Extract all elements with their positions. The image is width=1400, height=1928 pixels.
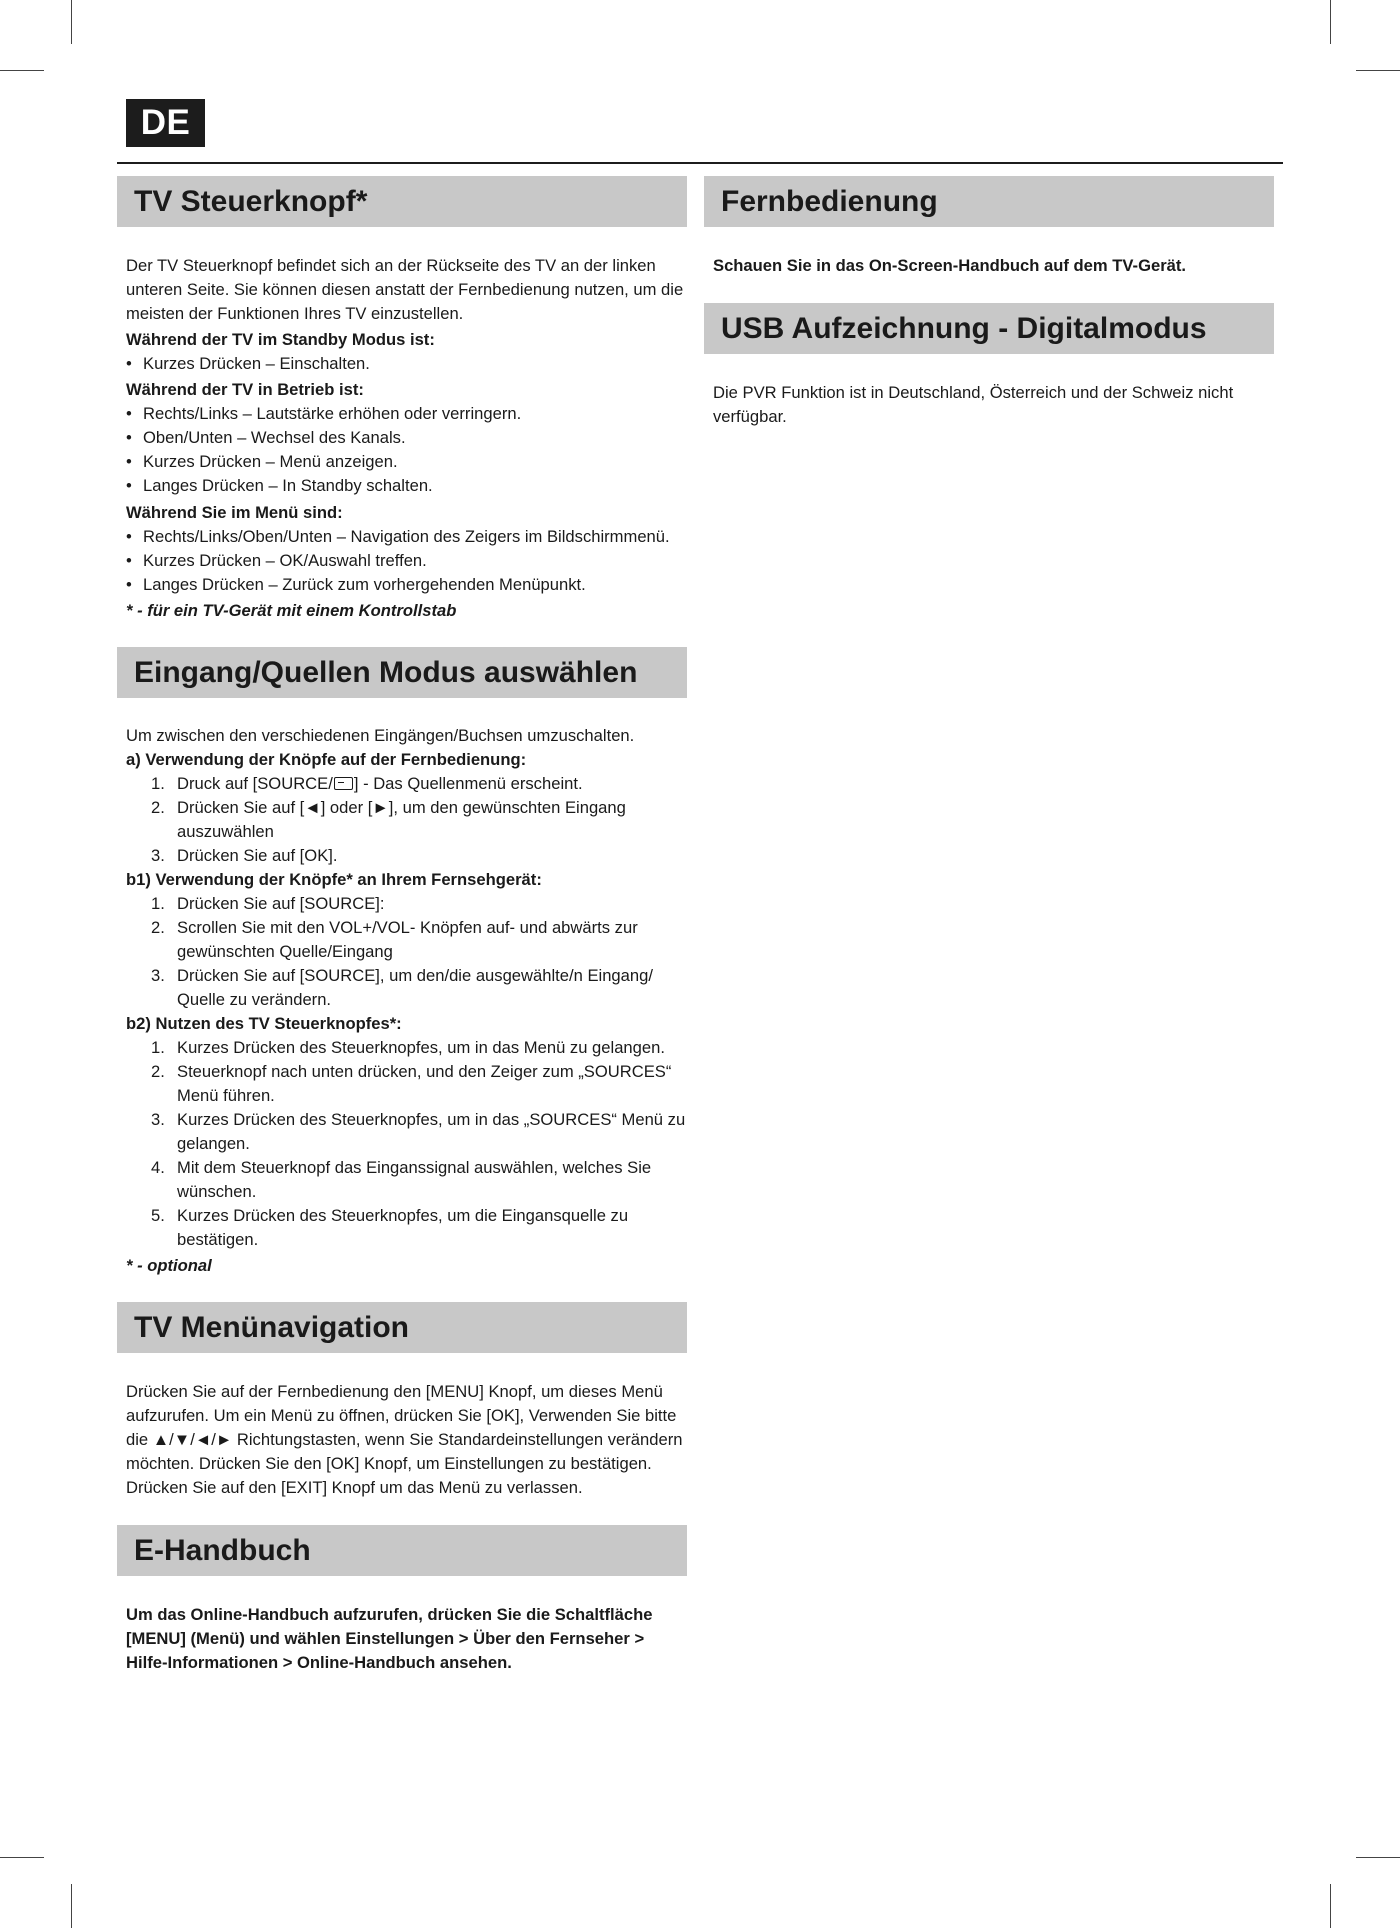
list-item: • Rechts/Links – Lautstärke erhöhen oder verringern. xyxy=(126,402,687,426)
list-item: 2. Steuerknopf nach unten drücken, und den Zeiger zum „SOURCES“ Menü führen. xyxy=(151,1062,672,1105)
bullet-list xyxy=(126,352,687,376)
section-fernbedienung xyxy=(704,176,1274,278)
list-item: 3. Drücken Sie auf [SOURCE], um den/die ausgewählte/n Eingang/ Quelle zu verändern. xyxy=(151,966,653,1009)
list-item: • Rechts/Links/Oben/Unten – Navigation des Zeigers im Bildschirmmenü. xyxy=(126,525,687,549)
section-title: Fernbedienung xyxy=(704,176,1274,227)
subheading: Während der TV im Standby Modus ist: xyxy=(126,330,435,349)
list-item: 1. Druck auf [SOURCE/ ] - Das Quellenmenü erscheint. xyxy=(151,774,583,793)
subheading: b2) Nutzen des TV Steuerknopfes*: xyxy=(126,1014,402,1033)
list-item: • Kurzes Drücken – Einschalten. xyxy=(126,352,687,376)
crop-mark xyxy=(1330,1884,1331,1928)
crop-mark xyxy=(71,1884,72,1928)
numbered-list xyxy=(126,892,687,1012)
list-item: 3. Kurzes Drücken des Steuerknopfes, um in das „SOURCES“ Menü zu gelangen. xyxy=(151,1110,686,1153)
subheading: a) Verwendung der Knöpfe auf der Fernbedienung: xyxy=(126,750,527,769)
section-title: Eingang/Quellen Modus auswählen xyxy=(117,647,687,698)
list-item: 2. Scrollen Sie mit den VOL+/VOL- Knöpfen auf- und abwärts zur gewünschten Quelle/Eingang xyxy=(151,918,638,961)
numbered-list xyxy=(126,1036,687,1252)
language-badge: DE xyxy=(126,99,205,147)
subheading: Während der TV in Betrieb ist: xyxy=(126,380,364,399)
section-menunavigation xyxy=(117,1302,687,1500)
section-title: E-Handbuch xyxy=(117,1525,687,1576)
section-usb xyxy=(704,303,1274,429)
list-item: • Langes Drücken – Zurück zum vorhergehenden Menüpunkt. xyxy=(126,573,687,597)
section-title: USB Aufzeichnung - Digitalmodus xyxy=(704,303,1274,354)
crop-mark xyxy=(1356,1857,1400,1858)
list-item: 4. Mit dem Steuerknopf das Einganssignal auswählen, welches Sie wünschen. xyxy=(151,1158,652,1201)
section-title: TV Menünavigation xyxy=(117,1302,687,1353)
list-item: 1. Kurzes Drücken des Steuerknopfes, um in das Menü zu gelangen. xyxy=(151,1038,665,1057)
list-item: • Oben/Unten – Wechsel des Kanals. xyxy=(126,426,687,450)
left-column xyxy=(117,176,687,1675)
list-item: • Kurzes Drücken – OK/Auswahl treffen. xyxy=(126,549,687,573)
section-ehandbuch xyxy=(117,1525,687,1675)
list-item: • Langes Drücken – In Standby schalten. xyxy=(126,474,687,498)
list-item: 1. Drücken Sie auf [SOURCE]: xyxy=(151,894,385,913)
list-item: 3. Drücken Sie auf [OK]. xyxy=(151,846,338,865)
source-icon xyxy=(334,777,353,790)
list-item: 5. Kurzes Drücken des Steuerknopfes, um die Eingansquelle zu bestätigen. xyxy=(151,1206,629,1249)
footnote: * - optional xyxy=(126,1256,212,1275)
section-steuerknopf xyxy=(117,176,687,623)
subheading: b1) Verwendung der Knöpfe* an Ihrem Fernsehgerät: xyxy=(126,870,542,889)
subheading: Während Sie im Menü sind: xyxy=(126,503,343,522)
crop-mark xyxy=(1330,0,1331,44)
footnote: * - für ein TV-Gerät mit einem Kontrollstab xyxy=(126,601,457,620)
paragraph: Drücken Sie auf der Fernbedienung den [MENU] Knopf, um dieses Menü aufzurufen. Um ein Menü zu öffnen, drücken Sie [OK], Verwenden Sie bitte die ▲/▼/◄/► Richtungstasten, wenn Sie Standardeinstellungen verändern möchten. Drücken Sie den [OK] Knopf, um Einstellungen zu bestätigen. Drücken Sie auf den [EXIT] Knopf um das Menü zu verlassen. xyxy=(126,1382,683,1497)
section-title: TV Steuerknopf* xyxy=(117,176,687,227)
bullet-list xyxy=(126,402,687,498)
paragraph: Die PVR Funktion ist in Deutschland, Österreich und der Schweiz nicht verfügbar. xyxy=(713,383,1234,426)
section-eingang xyxy=(117,647,687,1278)
numbered-list xyxy=(126,772,687,868)
paragraph: Der TV Steuerknopf befindet sich an der Rückseite des TV an der linken unteren Seite. Sie können diesen anstatt der Fernbedienung nutzen, um die meisten der Funktionen Ihres TV einzustellen. xyxy=(126,256,684,323)
list-item: 2. Drücken Sie auf [◄] oder [►], um den gewünschten Eingang auszuwählen xyxy=(151,798,626,841)
crop-mark xyxy=(1356,70,1400,71)
bullet-list xyxy=(126,525,687,597)
crop-mark xyxy=(0,70,44,71)
paragraph: Um zwischen den verschiedenen Eingängen/Buchsen umzuschalten. xyxy=(126,726,635,745)
crop-mark xyxy=(0,1857,44,1858)
header-divider xyxy=(117,162,1283,164)
list-item: • Kurzes Drücken – Menü anzeigen. xyxy=(126,450,687,474)
paragraph: Schauen Sie in das On-Screen-Handbuch auf dem TV-Gerät. xyxy=(713,256,1187,275)
crop-mark xyxy=(71,0,72,44)
right-column xyxy=(704,176,1274,429)
paragraph: Um das Online-Handbuch aufzurufen, drücken Sie die Schaltfläche [MENU] (Menü) und wählen Einstellungen > Über den Fernseher > Hilfe-Informationen > Online-Handbuch ansehen. xyxy=(126,1605,653,1672)
